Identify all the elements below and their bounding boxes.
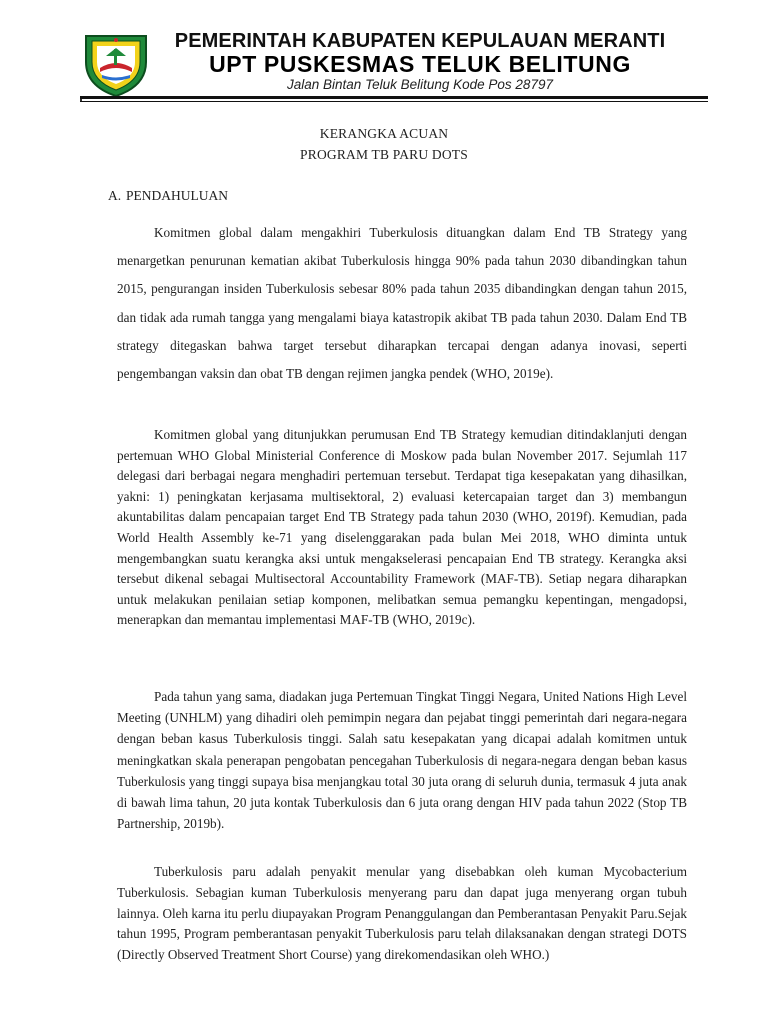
section-title: PENDAHULUAN (126, 188, 228, 203)
paragraph: Tuberkulosis paru adalah penyakit menular yang disebabkan oleh kuman Mycobacterium Tuberkulosis. Sebagian kuman Tuberkulosis menyerang paru dan dapat juga menyerang organ tubuh lainnya. Oleh karna itu perlu diupayakan Program Penanggulangan dan Pemberantasan Penyakit Paru.Sejak tahun 1995, Program pemberantasan penyakit Tuberkulosis paru telah dilaksanakan dengan strategi DOTS (Directly Observed Treatment Short Course) yang direkomendasikan oleh WHO.) (117, 864, 687, 963)
letterhead-rule-thick (80, 96, 708, 99)
paragraph: Komitmen global dalam mengakhiri Tuberkulosis dituangkan dalam End TB Strategy yang menargetkan penurunan kematian akibat Tuberkulosis hingga 90% pada tahun 2030 dibandingkan tahun 2015, pengurangan insiden Tuberkulosis sebesar 80% pada tahun 2035 dibandingkan dengan tahun 2015, dan tidak ada rumah tangga yang mengalami biaya katastropik akibat TB pada tahun 2030. Dalam End TB strategy ditegaskan bahwa target tersebut diharapkan tercapai dengan adanya inovasi, seperti pengembangan vaksin dan obat TB dengan rejimen jangka pendek (WHO, 2019e). (117, 225, 687, 382)
section-heading (108, 188, 228, 204)
letterhead-address: Jalan Bintan Teluk Belitung Kode Pos 28797 (287, 77, 553, 92)
regency-crest-icon (80, 28, 152, 100)
letterhead-government: PEMERINTAH KABUPATEN KEPULAUAN MERANTI (174, 30, 666, 52)
paragraph: Komitmen global yang ditunjukkan perumusan End TB Strategy kemudian ditindaklanjuti dengan pertemuan WHO Global Ministerial Conference di Moskow pada bulan November 2017. Sejumlah 117 delegasi dari berbagai negara menghadiri pertemuan tersebut. Terdapat tiga kesepakatan yang dihasilkan, yakni: 1) peningkatan kerjasama multisektoral, 2) evaluasi ketercapaian target dan 3) membangun akuntabilitas dalam pencapaian target End TB Strategy pada tahun 2030 (WHO, 2019f). Kemudian, pada World Health Assembly ke-71 yang diselenggarakan pada bulan Mei 2018, WHO diminta untuk mengembangkan suatu kerangka aksi untuk mengakselerasi pencapaian End TB strategy. Kerangka aksi tersebut dikenal sebagai Multisectoral Accountability Framework (MAF-TB). Setiap negara diharapkan untuk melakukan penilaian setiap komponen, melibatkan semua pemangku kepentingan, mengadopsi, menerapkan dan memantau implementasi MAF-TB (WHO, 2019c). (117, 427, 687, 628)
document-subtitle: PROGRAM TB PARU DOTS (300, 147, 468, 162)
letterhead-rule-thin (80, 101, 708, 102)
margin-dot (80, 99, 82, 101)
section-letter: A. (108, 188, 122, 203)
document-title: KERANGKA ACUAN (319, 126, 449, 141)
letterhead-institution: UPT PUSKESMAS TELUK BELITUNG (209, 51, 631, 77)
paragraph: Pada tahun yang sama, diadakan juga Pertemuan Tingkat Tinggi Negara, United Nations High Level Meeting (UNHLM) yang dihadiri oleh pemimpin negara dan pejabat tinggi pemerintah dari negara-negara dengan beban kasus Tuberkulosis tinggi. Salah satu kesepakatan yang dicapai adalah komitmen untuk meningkatkan skala penerapan pengobatan pencegahan Tuberkulosis di negara-negara dengan beban kasus Tuberkulosis yang tinggi supaya bisa menjangkau total 30 juta orang di seluruh dunia, termasuk 4 juta anak di bawah lima tahun, 20 juta kontak Tuberkulosis dan 6 juta orang dengan HIV pada tahun 2022 (Stop TB Partnership, 2019b). (117, 689, 687, 832)
